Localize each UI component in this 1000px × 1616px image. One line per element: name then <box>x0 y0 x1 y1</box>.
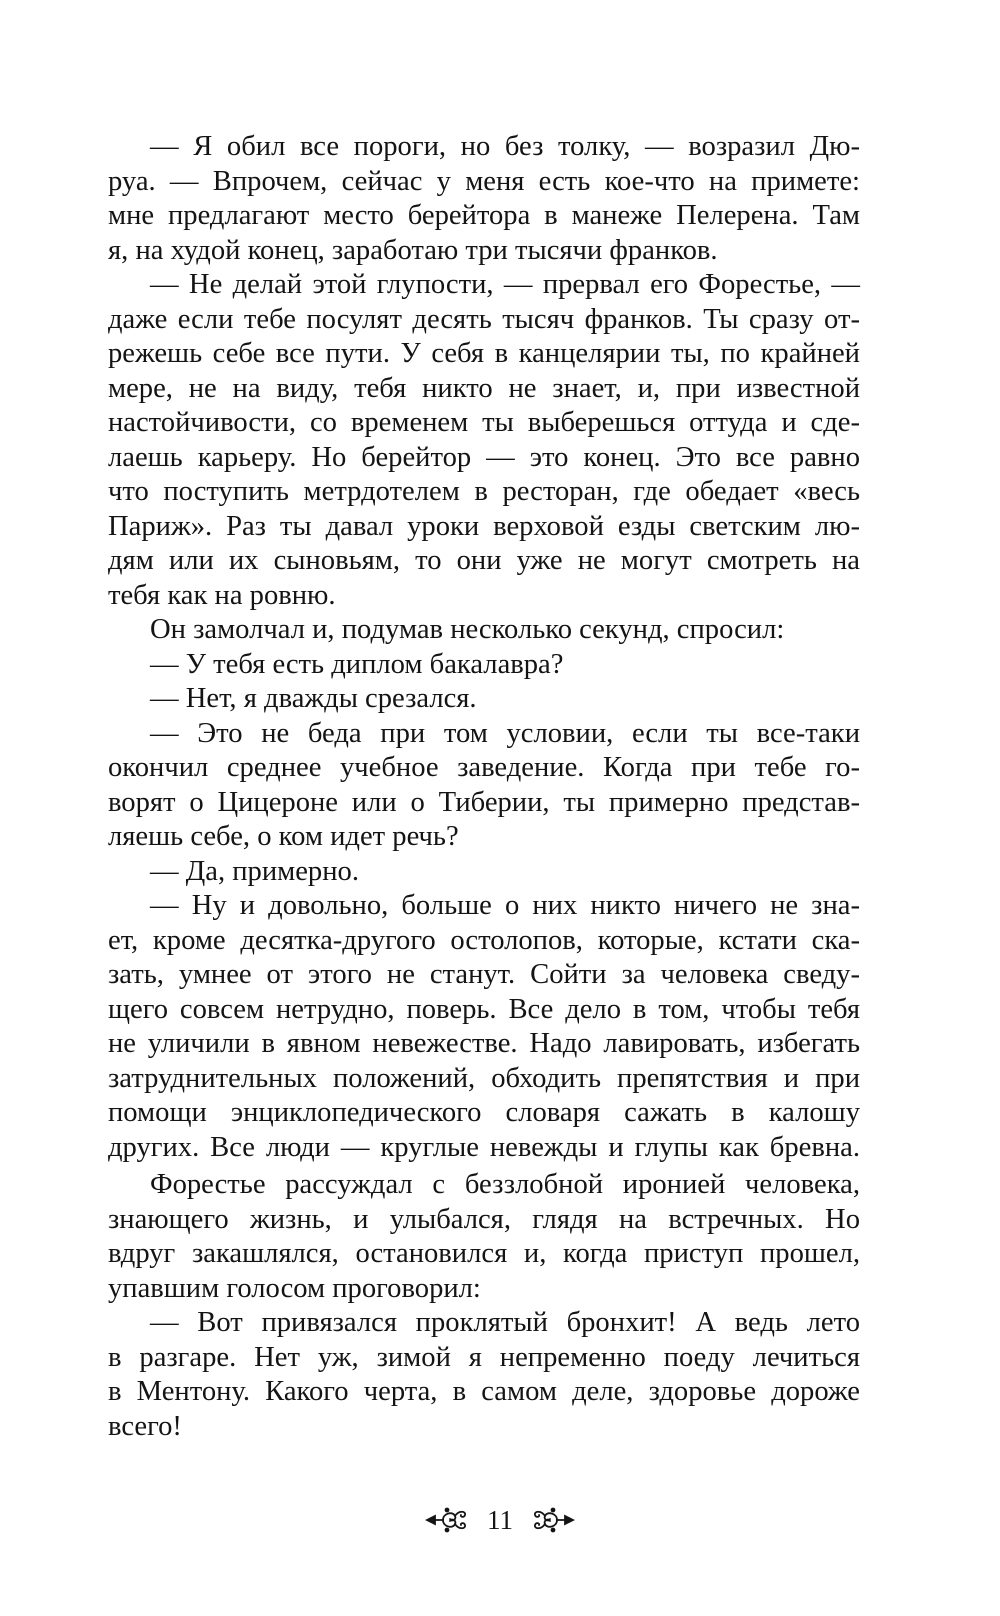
text-line: всего! <box>108 1410 182 1442</box>
text-line: настойчивости, со временем ты выберешься оттуда и сде- <box>108 407 860 438</box>
text-line: знающего жизнь, и улыбался, глядя на встречных. Но <box>108 1203 860 1235</box>
text-line: — Да, примерно. <box>150 855 359 887</box>
text-line: мере, не на виду, тебя никто не знает, и, при известной <box>108 372 860 404</box>
text-line: ляешь себе, о ком идет речь? <box>108 821 459 852</box>
text-line: — Ну и довольно, больше о них никто ничего не зна- <box>150 890 860 921</box>
text-line: — Не делай этой глупости, — прервал его Форестье, — <box>150 269 860 300</box>
text-line: щего совсем нетрудно, поверь. Все дело в том, чтобы тебя <box>108 993 860 1025</box>
text-line: помощи энциклопедического словаря сажать в калошу <box>108 1097 860 1128</box>
page-footer <box>0 1500 1000 1540</box>
text-line: я, на худой конец, заработаю три тысячи франков. <box>108 234 718 266</box>
text-line: других. Все люди — круглые невежды и глупы как бревна. <box>108 1131 860 1163</box>
text-line: не уличили в явном невежестве. Надо лавировать, избегать <box>108 1028 860 1059</box>
text-line: в разгаре. Нет уж, зимой я непременно поеду лечиться <box>108 1341 860 1373</box>
text-line: Париж». Раз ты давал уроки верховой езды светским лю- <box>108 510 860 542</box>
page-number: 11 <box>487 1505 513 1535</box>
text-line: что поступить метрдотелем в ресторан, где обедает «весь <box>108 476 860 507</box>
left-ornament-icon <box>425 1505 469 1535</box>
text-line: ет, кроме десятка-другого остолопов, которые, кстати ска- <box>108 924 860 956</box>
text-line: тебя как на ровню. <box>108 579 336 611</box>
text-line: затруднительных положений, обходить препятствия и при <box>108 1062 860 1094</box>
body-text <box>108 130 860 1444</box>
text-line: — Это не беда при том условии, если ты все-таки <box>150 717 860 749</box>
text-line: Он замолчал и, подумав несколько секунд, спросил: <box>150 614 785 645</box>
text-line: зать, умнее от этого не станут. Сойти за человека сведу- <box>108 959 860 990</box>
text-line: упавшим голосом проговорил: <box>108 1272 481 1304</box>
text-line: вдруг закашлялся, остановился и, когда приступ прошел, <box>108 1238 860 1269</box>
text-line: руа. — Впрочем, сейчас у меня есть кое-что на примете: <box>108 165 860 197</box>
text-line: — Нет, я дважды срезался. <box>150 683 477 714</box>
text-line: в Ментону. Какого черта, в самом деле, здоровье дороже <box>108 1376 860 1407</box>
text-line: — Я обил все пороги, но без толку, — возразил Дю- <box>150 131 860 162</box>
right-ornament-icon <box>531 1505 575 1535</box>
text-line: — Вот привязался проклятый бронхит! А ведь лето <box>150 1307 860 1338</box>
text-line: лаешь карьеру. Но берейтор — это конец. Это все равно <box>108 441 860 473</box>
text-line: даже если тебе посулят десять тысяч франков. Ты сразу от- <box>108 303 860 335</box>
text-line: дям или их сыновьям, то они уже не могут смотреть на <box>108 545 860 576</box>
text-line: Форестье рассуждал с беззлобной иронией человека, <box>150 1169 860 1200</box>
text-line: — У тебя есть диплом бакалавра? <box>150 648 564 680</box>
text-line: режешь себе все пути. У себя в канцелярии ты, по крайней <box>108 338 860 369</box>
text-line: окончил среднее учебное заведение. Когда при тебе го- <box>108 752 860 783</box>
text-line: ворят о Цицероне или о Тиберии, ты примерно представ- <box>108 786 860 818</box>
text-line: мне предлагают место берейтора в манеже Пелерена. Там <box>108 200 860 231</box>
